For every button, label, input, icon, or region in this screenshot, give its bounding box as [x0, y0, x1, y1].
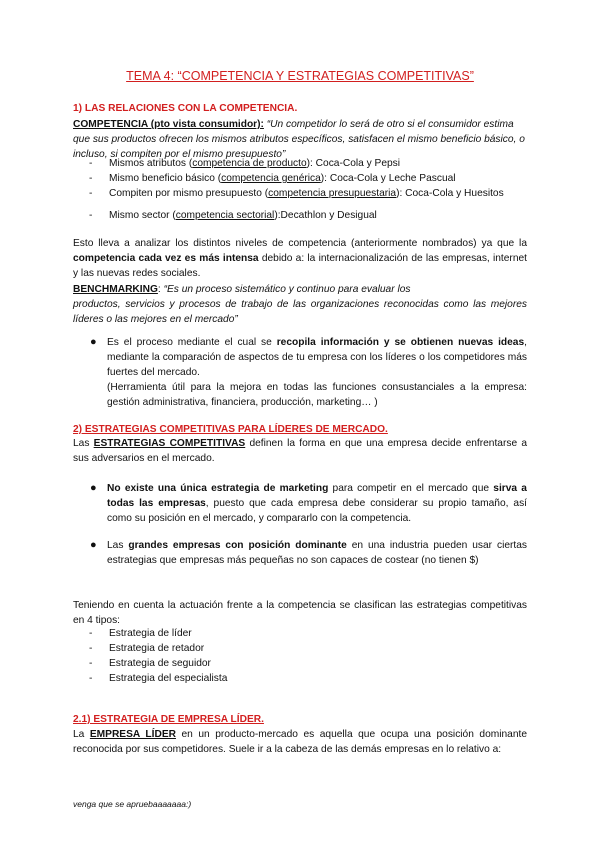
- empresa-lider-paragraph: La EMPRESA LÍDER en un producto-mercado es aquella que ocupa una posición dominante reconocida por sus competidores. Suele ir a la cabeza de las demás empresas en lo relativo a:: [73, 729, 527, 755]
- strategy-types-paragraph: Teniendo en cuenta la actuación frente a la competencia se clasifican las estrategias competitivas en 4 tipos:: [73, 600, 527, 626]
- competencia-label: COMPETENCIA (pto vista consumidor):: [73, 119, 264, 130]
- strategy-bullet-2: ● Las grandes empresas con posición dominante en una industria pueden usar ciertas estrategias que empresas más pequeñas no son capaces de costear (no tienen $): [90, 539, 527, 566]
- competencia-quote: “Un competidor lo será de otro si el consumidor estima que sus productos ofrecen los mismos atributos específicos, satisfacen el mismo beneficio básico, o incluso, si compiten por el mismo presupuesto”: [73, 119, 525, 160]
- strategy-bullet-1: ● No existe una única estrategia de marketing para competir en el mercado que sirva a todas las empresas, puesto que cada empresa debe considerar su propio tamaño, así como su posición en el mercado, y compararlo con la competencia.: [90, 482, 527, 524]
- list-item: - Estrategia del especialista: [92, 671, 527, 686]
- benchmarking-line: BENCHMARKING: “Es un proceso sistemático y continuo para evaluar los: [73, 284, 411, 295]
- page-title: TEMA 4: “COMPETENCIA Y ESTRATEGIAS COMPETITIVAS”: [126, 69, 474, 83]
- benchmarking-label: BENCHMARKING: [73, 284, 158, 295]
- section-2-heading: 2) ESTRATEGIAS COMPETITIVAS PARA LÍDERES DE MERCADO.: [73, 424, 388, 435]
- list-item: - Estrategia de retador: [92, 641, 527, 656]
- list-item: - Mismo sector (competencia sectorial):Decathlon y Desigual: [92, 208, 527, 223]
- section-2-1-heading: 2.1) ESTRATEGIA DE EMPRESA LÍDER.: [73, 714, 264, 725]
- list-item: - Mismos atributos (competencia de producto): Coca-Cola y Pepsi: [92, 156, 527, 171]
- list-item: - Estrategia de líder: [92, 626, 527, 641]
- estrategias-intro: Las ESTRATEGIAS COMPETITIVAS definen la forma en que una empresa decide enfrentarse a sus adversarios en el mercado.: [73, 438, 527, 464]
- list-item: - Estrategia de seguidor: [92, 656, 527, 671]
- list-item: - Mismo beneficio básico (competencia genérica): Coca-Cola y Leche Pascual: [92, 171, 527, 186]
- benchmarking-quote: productos, servicios y procesos de trabajo de las organizaciones reconocidas como las mejores líderes o las mejores en el mercado”: [73, 299, 527, 325]
- list-item: - Compiten por mismo presupuesto (competencia presupuestaria): Coca-Cola y Huesitos: [92, 186, 527, 201]
- section-1-heading: 1) LAS RELACIONES CON LA COMPETENCIA.: [73, 103, 298, 114]
- benchmarking-bullet: ● Es el proceso mediante el cual se recopila información y se obtienen nuevas ideas, mediante la comparación de aspectos de tu empresa con los líderes o los competidores más fuertes del mercado. (Herramienta útil para la mejora en todas las funciones consustanciales a la empresa: gestión administrativa, financiera, producción, marketing… ): [90, 336, 527, 408]
- footer-note: venga que se apruebaaaaaaa:): [73, 799, 192, 809]
- competencia-paragraph: Esto lleva a analizar los distintos niveles de competencia (anteriormente nombrados) ya que la competencia cada vez es más intensa debido a: la internacionalización de las empresas, internet y las nuevas redes sociales.: [73, 238, 527, 279]
